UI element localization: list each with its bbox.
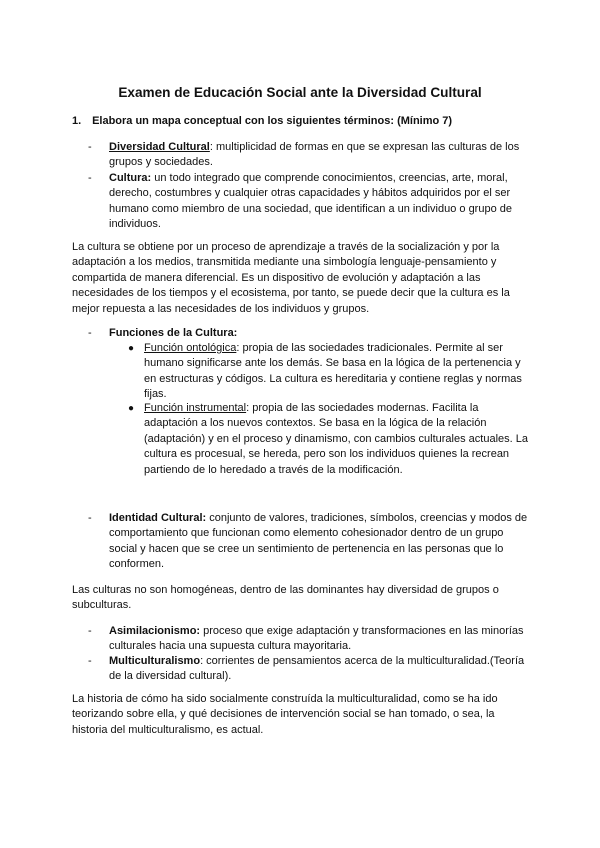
funciones-heading <box>88 326 528 341</box>
paragraph-subculturas: Las culturas no son homogéneas, dentro de las dominantes hay diversidad de grupos o subculturas. <box>72 584 499 612</box>
page-title: Examen de Educación Social ante la Diversidad Cultural <box>118 85 482 100</box>
term-label: Asimilacionismo: <box>109 625 201 637</box>
question-number: 1. <box>72 115 82 127</box>
funciones-title: Funciones de la Cultura: <box>109 327 238 339</box>
term-definition: : multiplicidad de formas en que se expresan las culturas de los grupos y sociedades. <box>109 141 520 169</box>
term-asimilacionismo <box>88 624 528 655</box>
term-definition: conjunto de valores, tradiciones, símbolos, creencias y modos de comportamiento que funcionan como elemento cohesionador dentro de un grupo social y hacen que se cree un sentimiento de pertenencia en las personas que lo conformen. <box>109 512 528 571</box>
term-label: Multiculturalismo <box>109 655 201 667</box>
funcion-ontologica <box>128 341 528 403</box>
term-definition: proceso que exige adaptación y transformaciones en las minorías culturales hacia una supuesta cultura mayoritaria. <box>109 625 524 653</box>
term-label: Identidad Cultural: <box>109 512 207 524</box>
funcion-name: Función instrumental <box>144 402 247 414</box>
paragraph-multiculturalismo: La historia de cómo ha sido socialmente construída la multiculturalidad, como se ha ido teorizando sobre ella, y qué decisiones de intervención social se han tomado, o sea, la historia del multiculturalismo, es actual. <box>72 693 498 736</box>
term-cultura <box>88 171 528 233</box>
dash-marker: - <box>88 141 92 153</box>
dash-marker: - <box>88 655 92 667</box>
bullet-marker: ● <box>128 343 135 354</box>
term-definition: un todo integrado que comprende conocimientos, creencias, arte, moral, derecho, costumbres y cualquier otras capacidades y hábitos adquiridos por el ser humano como miembro de una sociedad, que identifican a un individuo o grupo de individuos. <box>109 172 512 231</box>
bullet-marker: ● <box>128 403 135 414</box>
term-diversidad-cultural <box>88 140 528 171</box>
dash-marker: - <box>88 327 92 339</box>
term-identidad-cultural <box>88 511 528 573</box>
term-label: Cultura: <box>109 172 152 184</box>
funcion-name: Función ontológica <box>144 342 237 354</box>
funcion-text: : propia de las sociedades tradicionales. Permite al ser humano significarse ante los demás. Se basa en la lógica de la pertenencia y en estructuras y códigos. La cultura es hereditaria y contiene reglas y normas fijas. <box>144 342 522 401</box>
dash-marker: - <box>88 625 92 637</box>
term-definition: : corrientes de pensamientos acerca de la multiculturalidad.(Teoría de la diversidad cultural). <box>109 655 525 683</box>
funcion-instrumental <box>128 401 528 478</box>
term-label: Diversidad Cultural <box>109 141 210 153</box>
question-1 <box>72 114 542 129</box>
question-text: Elabora un mapa conceptual con los siguientes términos: (Mínimo 7) <box>92 115 453 127</box>
term-multiculturalismo <box>88 654 528 685</box>
funcion-text: : propia de las sociedades modernas. Facilita la adaptación a los nuevos contextos. Se basa en la lógica de la relación (adaptación) y en el proceso y dinamismo, con cambios culturales actuales. La cultura es procesual, se hereda, pero son los individuos quienes la recrean partiendo de lo heredado a través de la modificación. <box>144 402 528 476</box>
dash-marker: - <box>88 172 92 184</box>
paragraph-cultura: La cultura se obtiene por un proceso de aprendizaje a través de la socialización y por la adaptación a los medios, transmitida mediante una simbología lenguaje-pensamiento y compartida de manera diferencial. Es un dispositivo de evolución y adaptación a las necesidades de los tiempos y el ecosistema, por tanto, se puede decir que la cultura es la mejor repuesta a las necesidades de los individuos y grupos. <box>72 241 510 315</box>
dash-marker: - <box>88 512 92 524</box>
